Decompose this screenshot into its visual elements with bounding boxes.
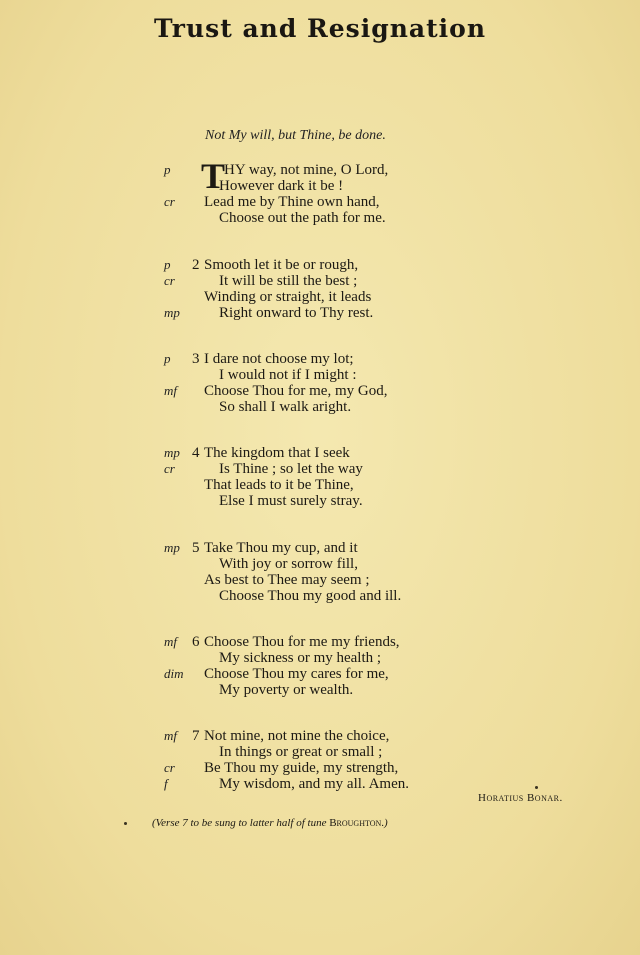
dynamic-mark: mf <box>164 383 177 398</box>
stanza-number: 3 <box>192 351 200 367</box>
verse-text: With joy or sorrow fill, <box>219 556 358 572</box>
stanza-3 <box>0 351 640 415</box>
dynamic-mark: mp <box>164 445 180 460</box>
verse-text: So shall I walk aright. <box>219 399 352 415</box>
verse-text: However dark it be ! <box>219 178 344 194</box>
verse-text: Else I must surely stray. <box>219 493 363 509</box>
verse-line <box>0 305 640 321</box>
dynamic-mark: p <box>164 257 171 272</box>
verse-text: Take Thou my cup, and it <box>204 540 358 556</box>
stanza-7 <box>0 728 640 792</box>
verse-line <box>0 178 640 194</box>
verse-text: Choose Thou for me, my God, <box>204 383 388 399</box>
verse-text: I would not if I might : <box>219 367 357 383</box>
verse-line <box>0 210 640 226</box>
verse-line <box>0 728 640 744</box>
print-speck <box>535 786 538 789</box>
verse-line <box>0 351 640 367</box>
hymn-subtitle: Not My will, but Thine, be done. <box>205 128 386 143</box>
verse-line <box>0 194 640 210</box>
verse-line <box>0 273 640 289</box>
dynamic-mark: f <box>164 776 168 791</box>
verse-line <box>0 760 640 776</box>
verse-text: As best to Thee may seem ; <box>204 572 370 588</box>
stanza-number: 7 <box>192 728 200 744</box>
verse-text: My poverty or wealth. <box>219 682 354 698</box>
verse-line <box>0 461 640 477</box>
verse-text: It will be still the best ; <box>219 273 358 289</box>
verse-line <box>0 556 640 572</box>
print-speck <box>124 822 127 825</box>
verse-text: Choose Thou my cares for me, <box>204 666 389 682</box>
verse-line <box>0 493 640 509</box>
tune-name: Broughton. <box>329 817 385 829</box>
dynamic-mark: p <box>164 162 171 177</box>
verse-line <box>0 540 640 556</box>
verse-text: I dare not choose my lot; <box>204 351 354 367</box>
verse-text: My wisdom, and my all. Amen. <box>219 776 409 792</box>
verse-text: Choose out the path for me. <box>219 210 386 226</box>
verse-line <box>0 634 640 650</box>
verse-text: Lead me by Thine own hand, <box>204 194 380 210</box>
stanza-1 <box>0 156 640 226</box>
stanza-2 <box>0 257 640 321</box>
verse-text: Right onward to Thy rest. <box>219 305 374 321</box>
verse-text: Choose Thou my good and ill. <box>219 588 402 604</box>
dynamic-mark: cr <box>164 760 175 775</box>
verse-text: My sickness or my health ; <box>219 650 382 666</box>
verse-line <box>0 666 640 682</box>
verse-line <box>0 383 640 399</box>
verse-line <box>0 682 640 698</box>
verse-line <box>0 744 640 760</box>
dynamic-mark: mf <box>164 634 177 649</box>
verse-text: HY way, not mine, O Lord, <box>224 162 389 178</box>
stanza-6 <box>0 634 640 698</box>
dynamic-mark: mf <box>164 728 177 743</box>
page-title: Trust and Resignation <box>153 14 487 43</box>
stanza-5 <box>0 540 640 604</box>
drop-cap: T <box>201 156 226 196</box>
verse-text: Winding or straight, it leads <box>204 289 372 305</box>
verse-line <box>0 367 640 383</box>
verse-line <box>0 445 640 461</box>
verse-line <box>0 588 640 604</box>
verse-text: In things or great or small ; <box>219 744 383 760</box>
verse-text: That leads to it be Thine, <box>204 477 354 493</box>
stanza-number: 5 <box>192 540 200 556</box>
verse-text: Be Thou my guide, my strength, <box>204 760 399 776</box>
verse-text: Smooth let it be or rough, <box>204 257 359 273</box>
verse-line <box>0 257 640 273</box>
dynamic-mark: mp <box>164 305 180 320</box>
verse-text: The kingdom that I seek <box>204 445 350 461</box>
stanza-number: 2 <box>192 257 200 273</box>
dynamic-mark: cr <box>164 273 175 288</box>
verse-line <box>0 776 640 792</box>
dynamic-mark: p <box>164 351 171 366</box>
dynamic-mark: mp <box>164 540 180 555</box>
tune-note-suffix: ) <box>384 817 388 829</box>
verse-text: Is Thine ; so let the way <box>219 461 363 477</box>
verse-text: Not mine, not mine the choice, <box>204 728 390 744</box>
verse-line <box>0 572 640 588</box>
stanza-4 <box>0 445 640 509</box>
stanza-number: 6 <box>192 634 200 650</box>
dynamic-mark: cr <box>164 461 175 476</box>
stanza-number: 4 <box>192 445 200 461</box>
verse-line <box>0 650 640 666</box>
dynamic-mark: cr <box>164 194 175 209</box>
verse-line <box>0 289 640 305</box>
verse-line <box>0 399 640 415</box>
tune-note <box>152 817 388 829</box>
tune-note-prefix: (Verse 7 to be sung to latter half of tune <box>152 817 330 829</box>
verse-line <box>0 477 640 493</box>
author-credit: Horatius Bonar. <box>478 792 563 804</box>
dynamic-mark: dim <box>164 666 184 681</box>
verse-text: Choose Thou for me my friends, <box>204 634 400 650</box>
